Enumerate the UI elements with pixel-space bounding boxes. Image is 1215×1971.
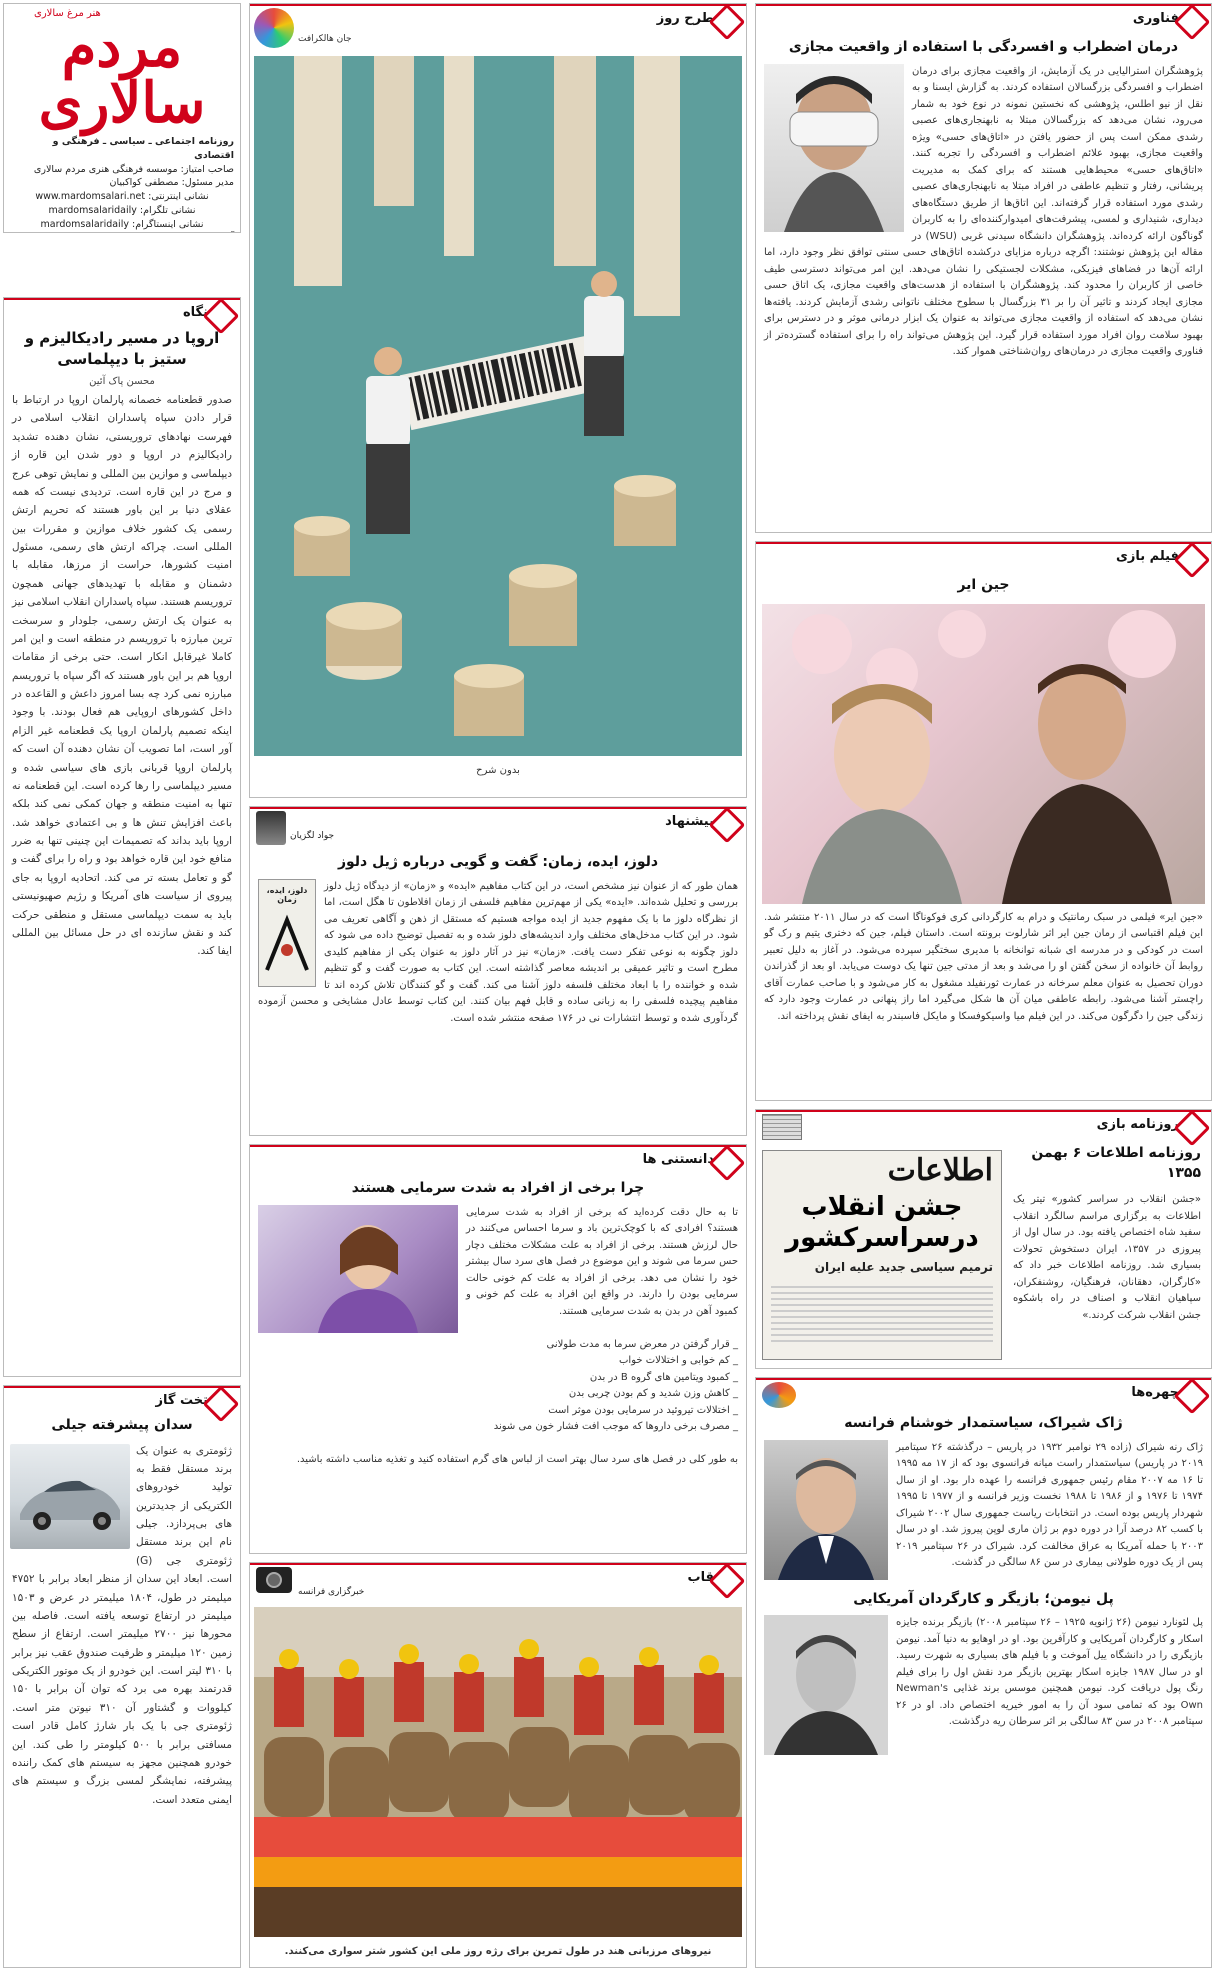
newman-body: پل لئونارد نیومن (۲۶ ژانویه ۱۹۲۵ – ۲۶ سپتامبر ۲۰۰۸) بازیگر برنده جایزه اسکار و کارگردان آمریکایی و کارآفرین بود. او در اوهایو به دنیا آمد. نیومن بازیگری را در دانشگاه ییل آموخت و با فیلم های بسیاری به شهرت رسید. او در سال ۱۹۸۷ جایزه اسکار بهترین بازیگر مرد نقش اول را برای فیلم رنگ پول دریافت کرد. نیومن همچنین موسس برند غذایی Newman's Own بود که تمامی سود آن را به امور خیریه اختصاص داد. او در ۲۶ سپتامبر ۲۰۰۸ در سن ۸۳ سالگی بر اثر سرطان ریه درگذشت.: [896, 1617, 1204, 1728]
newman-portrait: [764, 1615, 888, 1755]
chirac-body: ژاک رنه شیراک (زاده ۲۹ نوامبر ۱۹۳۲ در پاریس – درگذشته ۲۶ سپتامبر ۲۰۱۹ در پاریس) سیاستمدار راست میانه فرانسوی بود که از ۱۷ مه ۱۹۹۵ تا ۱۶ مه ۲۰۰۷ مقام رئیس جمهوری فرانسه را عهده دار بود. او از سال ۱۹۷۴ تا ۱۹۷۶ و از ۱۹۸۶ تا ۱۹۸۸ نخست وزیر فرانسه و از ۱۹۷۷ تا ۱۹۹۵ شهردار پاریس بوده است. در انتخابات ریاست جمهوری سال ۲۰۰۲ شیراک با کسب ۸۲ درصد آرا در دوره دوم بر ژان ماری لوپن پیروز شد. او در سال ۲۰۰۳ با حمله آمریکا به عراق مخالفت کرد. شیراک در ۲۶ سپتامبر ۲۰۱۹ پس از یک دوره طولانی بیماری در سن ۸۶ سالگی در گذشت.: [896, 1441, 1204, 1569]
pishnahad-title[interactable]: دلوز، ایده، زمان: گفت و گویی درباره ژیل دلوز: [337, 854, 659, 870]
qab-caption: نیروهای مرزبانی هند در طول تمرین برای رژه روز ملی این کشور شتر سواری می‌کنند.: [284, 1946, 712, 1957]
filmbazi-section: [755, 541, 1212, 1101]
negah-body: صدور قطعنامه خصمانه پارلمان اروپا در ارتباط با قرار دادن سپاه پاسداران انقلاب اسلامی در فهرست نهادهای تروریستی، نشان دهنده تشدید رادیکالیزم در اروپا و دور شدن این قاره از دیپلماسی و موازین بین المللی و نمایش توهی عرج و مرج در این قاره است. تردیدی نیست که همه عقلای دنیا بر این باور هستند که تحریم ارتش رسمی یک کشور خلاف موازین و مقررات بین المللی است. چراکه ارتش های رسمی، مسئول امنیت کشورها، حراست از مرزها، مقابله با دشمنان و مقابله با تهدیدهای جهانی همچون تروریسم هستند. سپاه پاسداران انقلاب اسلامی نیز به عنوان یک ارتش رسمی، جلودار و سرسخت ترین مبارزه با تروریسم در منطقه است و این امر کاملا غیرقابل انکار است. حتی برخی از مقامات اروپا هم بر این باور هستند که اگر سپاه با تروریسم مبارزه نمی کرد چه بسا امروز داعش و القاعده در داخل کشورهای اروپایی هم فعال بودند. با وجود اینکه تصمیم پارلمان اروپا یک قطعنامه غیر الزام آور است، اما تصویب آن نشان دهنده آن است که پارلمان اروپا قربانی بازی های سیاسی شده و مسیر دیپلماسی را رها کرده است. این قطعنامه نه تنها به امنیت منطقه و جهان کمکی نمی کند بلکه باعث افزایش تنش ها و بی اعتمادی خواهد شد. اروپا باید بداند که تصمیمات این چنینی تنها به ضرر منافع خود این قاره خواهد بود و راه را برای گفت و گو و تعامل بسته تر می کند. اتحادیه اروپا به جای پیروی از سیاست های آمریکا و رژیم صهیونیستی باید به سمت دیپلماسی مستقل و منطقی حرکت کند و نقش سازنده ای در حل مسائل بین المللی ایفا کند.: [12, 394, 232, 958]
book-cover-art: [259, 910, 315, 980]
fanavari-section: [755, 3, 1212, 533]
masthead-subtitle: روزنامه اجتماعی ـ سیاسی ـ فرهنگی و اقتصادی: [52, 136, 234, 161]
film-still-illustration: [762, 604, 1205, 904]
danestani-title[interactable]: چرا برخی از افراد به شدت سرمایی هستند: [351, 1180, 645, 1196]
takhtegaz-section: [3, 1385, 241, 1968]
takhtegaz-header: تخت گاز: [4, 1386, 240, 1412]
old-paper-masthead: اطلاعات: [887, 1153, 993, 1188]
fanavari-title[interactable]: درمان اضطراب و افسردگی با استفاده از واقعیت مجازی: [788, 39, 1179, 55]
jane-eyre-still: [762, 604, 1205, 904]
danestani-section: [249, 1144, 747, 1554]
car-image: [10, 1444, 130, 1549]
pishnahad-author: جواد لگزیان: [290, 831, 335, 841]
pishnahad-author-photo: [256, 811, 286, 845]
masthead-website[interactable]: نشانی اینترنتی: www.mardomsalari.net: [35, 191, 209, 203]
cartoon-image: [254, 56, 742, 756]
negah-title[interactable]: اروپا در مسیر رادیکالیزم و ستیز با دیپلماسی: [24, 329, 220, 368]
masthead-line-2: مدیر مسئول: مصطفی کواکبیان: [109, 177, 234, 189]
artist-logo: [254, 8, 294, 48]
filmbazi-body: «جین ایر» فیلمی در سبک رمانتیک و درام به کارگردانی کری فوکوناگا است که در سال ۲۰۱۱ منتشر شد. این فیلم اقتباسی از رمان جین ایر اثر شارلوت برونته است. داستان فیلم، جین که دختری یتیم و رک گو است در کودکی و در مدرسه ای شبانه توانخانه با مدیری سختگیر سپرده می‌شود. در آغاز به دلیل تعبیر روابط آن خانواده از سخن گفتن او را می‌شد و بعد از مدتی جین تنها یک دوست می‌یابد. او بعد از گذراندن دوران تحصیل به عنوان معلم سرخانه در عمارت ثورنفیلد مشغول به کار می‌شود و با صاحب عمارت آقای راچستر آشنا می‌شود. رابطه عاطفی میان آن ها شکل می‌گیرد اما راز پنهانی در عمارت وجود دارد که زندگی جین را دگرگون می‌کند. در این فیلم میا واسیکوفسکا و مایکل فاسبندر به ایفای نقش پرداخته اند.: [764, 911, 1203, 1022]
negah-section: [3, 297, 241, 1377]
qab-section: [249, 1562, 747, 1968]
parade-illustration: [254, 1607, 742, 1937]
danestani-header: دانستنی ها: [250, 1145, 746, 1171]
chehreha-header: چهره‌ها: [756, 1378, 1211, 1404]
car-icon: [10, 1444, 130, 1549]
cold-woman-image: [258, 1205, 458, 1333]
fanavari-body: پژوهشگران استرالیایی در یک آزمایش، از واقعیت مجازی برای درمان اضطراب و افسردگی بزرگسالان استفاده کردند. به گزارش ایسنا و به نقل از نیو اطلس، پژوهشی که نخستین نمونه در نوع خود به شمار می‌رود، نشان می‌دهد که بزرگسالان مبتلا به نابهنجاری‌های عصبی رشدی ممکن است پس از حضور یافتن در «اتاق‌های حسی» ویژه واقعیت مجازی، بهبود علائم اضطراب و افسردگی را تجربه کنند. «اتاق‌های حسی» محیط‌هایی هستند که برای کمک به مدیریت پریشانی، رفتار و تنظیم عاطفی در افراد مبتلا به نابهنجاری‌های عصبی رشدی مورد استفاده قرار گرفته‌اند. این اتاق‌ها از طریق دستگاه‌های دیداری، شنیداری و لمسی، پیشرفت‌های امیدوارکننده‌ای را به کاربران گوناگون ارائه کرده‌اند. پژوهشگران دانشگاه سیدنی غربی (WSU) در مقاله این پژوهش نوشتند: اگرچه درباره مزایای درکشده اتاق‌های حسی سنتی توافق نظر وجود دارد، اما ارائه آن‌ها در فضاهای فیزیکی، مشکلات لجستیکی را نشان می‌دهد. این امر می‌تواند دسترسی طیف خاصی از کاربران را محدود کند. پژوهشگران با استفاده از هدست‌های واقعیت مجازی، یک اتاق حسی مجازی ایجاد کردند و تاثیر آن را بر ۳۱ بزرگسال با سطوح مختلف ناتوانی رشدی آزمایش کردند. یافته‌ها نشان می‌دهد که استفاده از واقعیت مجازی می‌تواند به عنوان یک ابزار درمانی موثر و در دسترس برای بهبود سلامت روان افراد مورد استفاده قرار گیرد. این پژوهش می‌تواند راه را برای استفاده گسترده‌تر از فناوری واقعیت مجازی در درمان‌های روان‌شناختی هموار کند.: [764, 65, 1203, 358]
danestani-body: تا به حال دقت کرده‌اید که برخی از افراد به شدت سرمایی هستند؟ افرادی که با کوچک‌ترین باد و سرما احساس می‌کنند در حال لرزش هستند. برخی از افراد به علت مشکلات مختلف دچار حس سرما می شوند و این موضوع در فصل های سرد سال بیشتر خود را نشان می دهد. برخی از افراد به علت کم خونی حالت سرمایی بودن را دارند. در واقع این افراد به علت کم خونی و کمبود آهن در بدن به شدت سرمایی هستند. _ قرار گرفتن در معرض سرما به مدت طولانی _ کم خوابی و اختلالات خواب _ کمبود ویتامین های گروه B در بدن _ کاهش وزن شدید و کم بودن چربی بدن _ اختلالات تیروئید در سرمایی بودن موثر است _ مصرف برخی داروها که موجب افت فشار خون می شوند به طور کلی در فصل های سرد سال بهتر است از لباس های گرم استفاده کنید و تغذیه مناسب داشته باشید.: [296, 1206, 738, 1466]
old-paper-headline: جشن انقلاب درسراسرکشور: [785, 1192, 979, 1254]
masthead-instagram[interactable]: نشانی اینستاگرام: mardomsalaridaily: [40, 218, 204, 230]
masthead: [3, 3, 241, 233]
takhtegaz-title[interactable]: سدان پیشرفته جیلی: [51, 1417, 193, 1433]
pishnahad-body: همان طور که از عنوان نیز مشخص است، در این کتاب مفاهیم «ایده» و «زمان» از دیدگاه ژیل دلوز بررسی و تحلیل شده‌اند. «ایده» یکی از مهم‌ترین مفاهیم فلسفی از زمان افلاطون تا هگل است، اما از نظرگاه دلوز ما با یک مفهوم جدید از ایده مواجه هستیم که مستقل از ذهن و آگاهی تعریف می شود. در این کتاب مدخل‌های مختلف وارد اندیشه‌های دلوز شده و به تفصیل توضیح داده می شود که دلوز چگونه به نوعی تفکر دست یافت. «زمان» نیز در آثار دلوز به عنوان یکی از مفاهیم کلیدی مطرح است و تاثیر عمیقی بر اندیشه معاصر گذاشته است. این کتاب به صورت گفت و گو تنظیم شده و خواننده را با ابعاد مختلف فلسفه دلوز آشنا می کند. گفت و گو کنندگان تلاش کرده اند تا مفاهیم پیچیده فلسفی را به زبانی ساده و قابل فهم بیان کنند. این کتاب توسط عادل مشایخی و محسن آزموده گردآوری شده و توسط انتشارات نی در ۱۷۶ صفحه منتشر شده است.: [258, 880, 738, 1024]
chehreha-logo: [762, 1382, 796, 1408]
roznamebazi-section: [755, 1109, 1212, 1369]
camera-icon: [256, 1567, 292, 1593]
masthead-telegram[interactable]: نشانی تلگرام: mardomsalaridaily: [48, 204, 196, 216]
masthead-tagline: هنر مرغ سالاری: [34, 8, 101, 19]
roznamebazi-title[interactable]: روزنامه اطلاعات ۶ بهمن ۱۳۵۵: [1031, 1145, 1201, 1181]
masthead-line-6: [4, 231, 240, 233]
artist-name: جان هالکرافت: [298, 34, 352, 44]
qab-credit: خبرگزاری فرانسه: [298, 1587, 365, 1597]
pishnahad-section: [249, 806, 747, 1136]
camel-parade-photo: [254, 1607, 742, 1937]
filmbazi-title[interactable]: جین ایر: [957, 577, 1010, 593]
newman-title[interactable]: پل نیومن؛ بازیگر و کارگردان آمریکایی: [853, 1590, 1114, 1607]
vr-headset-icon: [764, 64, 904, 232]
book-cover: دلوز، ایده، زمان: [258, 879, 316, 987]
filmbazi-header: فیلم بازی: [756, 542, 1211, 568]
cartoon-illustration: [254, 56, 742, 756]
takhtegaz-body: ژئومتری به عنوان یک برند مستقل فقط به تولید خودروهای الکتریکی از جدیدترین های بی‌پردازد. جیلی نام این برند مستقل ژئومتری جی (G) است. ابعاد این سدان از منظر ابعاد برابر با ۴۷۵۲ میلیمتر در طول، ۱۸۰۴ میلیمتر در عرض و ۱۵۰۳ میلیمتر در ارتفاع توسعه یافته است. فاصله بین محورها نیز ۲۷۰۰ میلیمتر است. ارتفاع از سطح زمین ۱۲۰ میلیمتر و ظرفیت صندوق عقب نیز برابر با ۳۱۰ لیتر است. این خودرو از یک موتور الکتریکی قدرتمند بهره می برد که توان آن برابر با ۱۵۰ کیلووات و گشتاور آن ۳۱۰ نیوتن متر است. ژئومتری جی با یک بار شارژ کامل قادر است مسافتی برابر با ۵۰۰ کیلومتر را طی کند. این خودرو همچنین مجهز به سیستم های کمک راننده پیشرفته، نمایشگر لمسی بزرگ و سیستم های ایمنی متعدد است.: [12, 1444, 232, 1806]
fanavari-header: فناوری: [756, 4, 1211, 30]
chirac-photo: [764, 1440, 888, 1580]
tarh-section: [249, 3, 747, 798]
vr-headset-image: [764, 64, 904, 232]
negah-author: محسن پاک آئین: [89, 376, 155, 387]
woman-icon: [258, 1205, 458, 1333]
tarh-caption: بدون شرح: [476, 765, 520, 776]
qab-header: قاب: [250, 1563, 746, 1589]
newman-photo: [764, 1615, 888, 1755]
negah-header: نگاه: [4, 298, 240, 324]
newspaper-stack-icon: [762, 1114, 802, 1140]
tarh-header: طرح روز: [250, 4, 746, 30]
masthead-line-1: صاحب امتیاز: موسسه فرهنگی هنری مردم سالاری: [33, 163, 234, 175]
chirac-portrait: [764, 1440, 888, 1580]
chehreha-section: [755, 1377, 1212, 1968]
chirac-title[interactable]: ژاک شیراک، سیاستمدار خوشنام فرانسه: [844, 1415, 1123, 1431]
old-paper-subheadline: ترمیم سیاسی جدید علیه ایران: [814, 1260, 993, 1275]
newspaper-logo[interactable]: مردم سالاری: [38, 14, 206, 136]
roznamebazi-header: روزنامه بازی: [756, 1110, 1211, 1136]
pishnahad-header: پیشنهاد: [250, 807, 746, 833]
roznamebazi-body: «جشن انقلاب در سراسر کشور» تیتر یک اطلاعات به برگزاری مراسم سالگرد انقلاب سفید شاه اختصاص یافته بود. در سال اول از پیروزی در ۱۳۵۷، ایران دستخوش تحولات بسیاری شد. روزنامه اطلاعات خبر داد که «کارگران، دهقانان، فرهنگیان، روشنفکران، سپاهیان انقلاب و اصناف در راه باشکوه جشن انقلاب شرکت کردند.»: [1013, 1194, 1201, 1321]
old-newspaper-image: [762, 1150, 1002, 1360]
